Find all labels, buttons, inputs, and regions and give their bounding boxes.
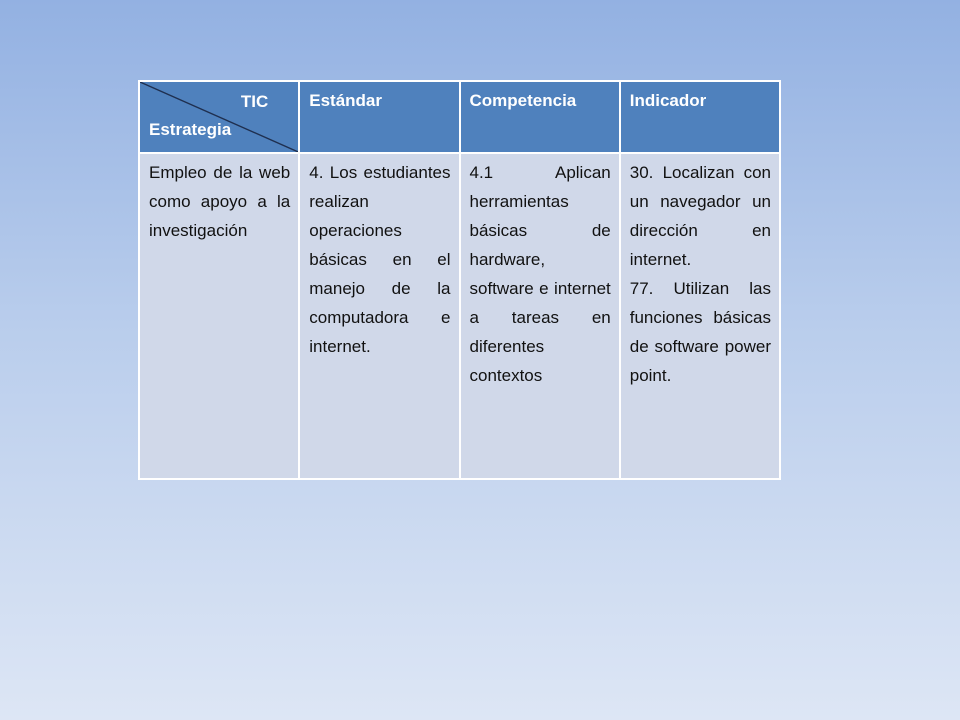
header-tic-label: TIC (240, 92, 269, 111)
cell-competencia: 4.1 Aplican herramientas básicas de hardware, software e internet a tareas en diferentes contextos (460, 153, 620, 479)
cell-estandar: 4. Los estudiantes realizan operaciones básicas en el manejo de la computadora e internet. (299, 153, 459, 479)
header-cell-indicador: Indicador (620, 81, 780, 153)
cell-indicador (620, 153, 780, 479)
indicador-item-77: 77. Utilizan las funciones básicas de software power point. (629, 279, 771, 385)
header-estrategia-label: Estrategia (149, 120, 232, 139)
table-header-row (139, 81, 780, 153)
standards-table (138, 80, 781, 480)
header-cell-estandar: Estándar (299, 81, 459, 153)
header-cell-corner (139, 81, 299, 153)
table-row (139, 153, 780, 479)
cell-estrategia: Empleo de la web como apoyo a la investigación (139, 153, 299, 479)
indicador-item-30: 30. Localizan con un navegador un dirección en internet. (629, 163, 771, 269)
header-cell-competencia: Competencia (460, 81, 620, 153)
